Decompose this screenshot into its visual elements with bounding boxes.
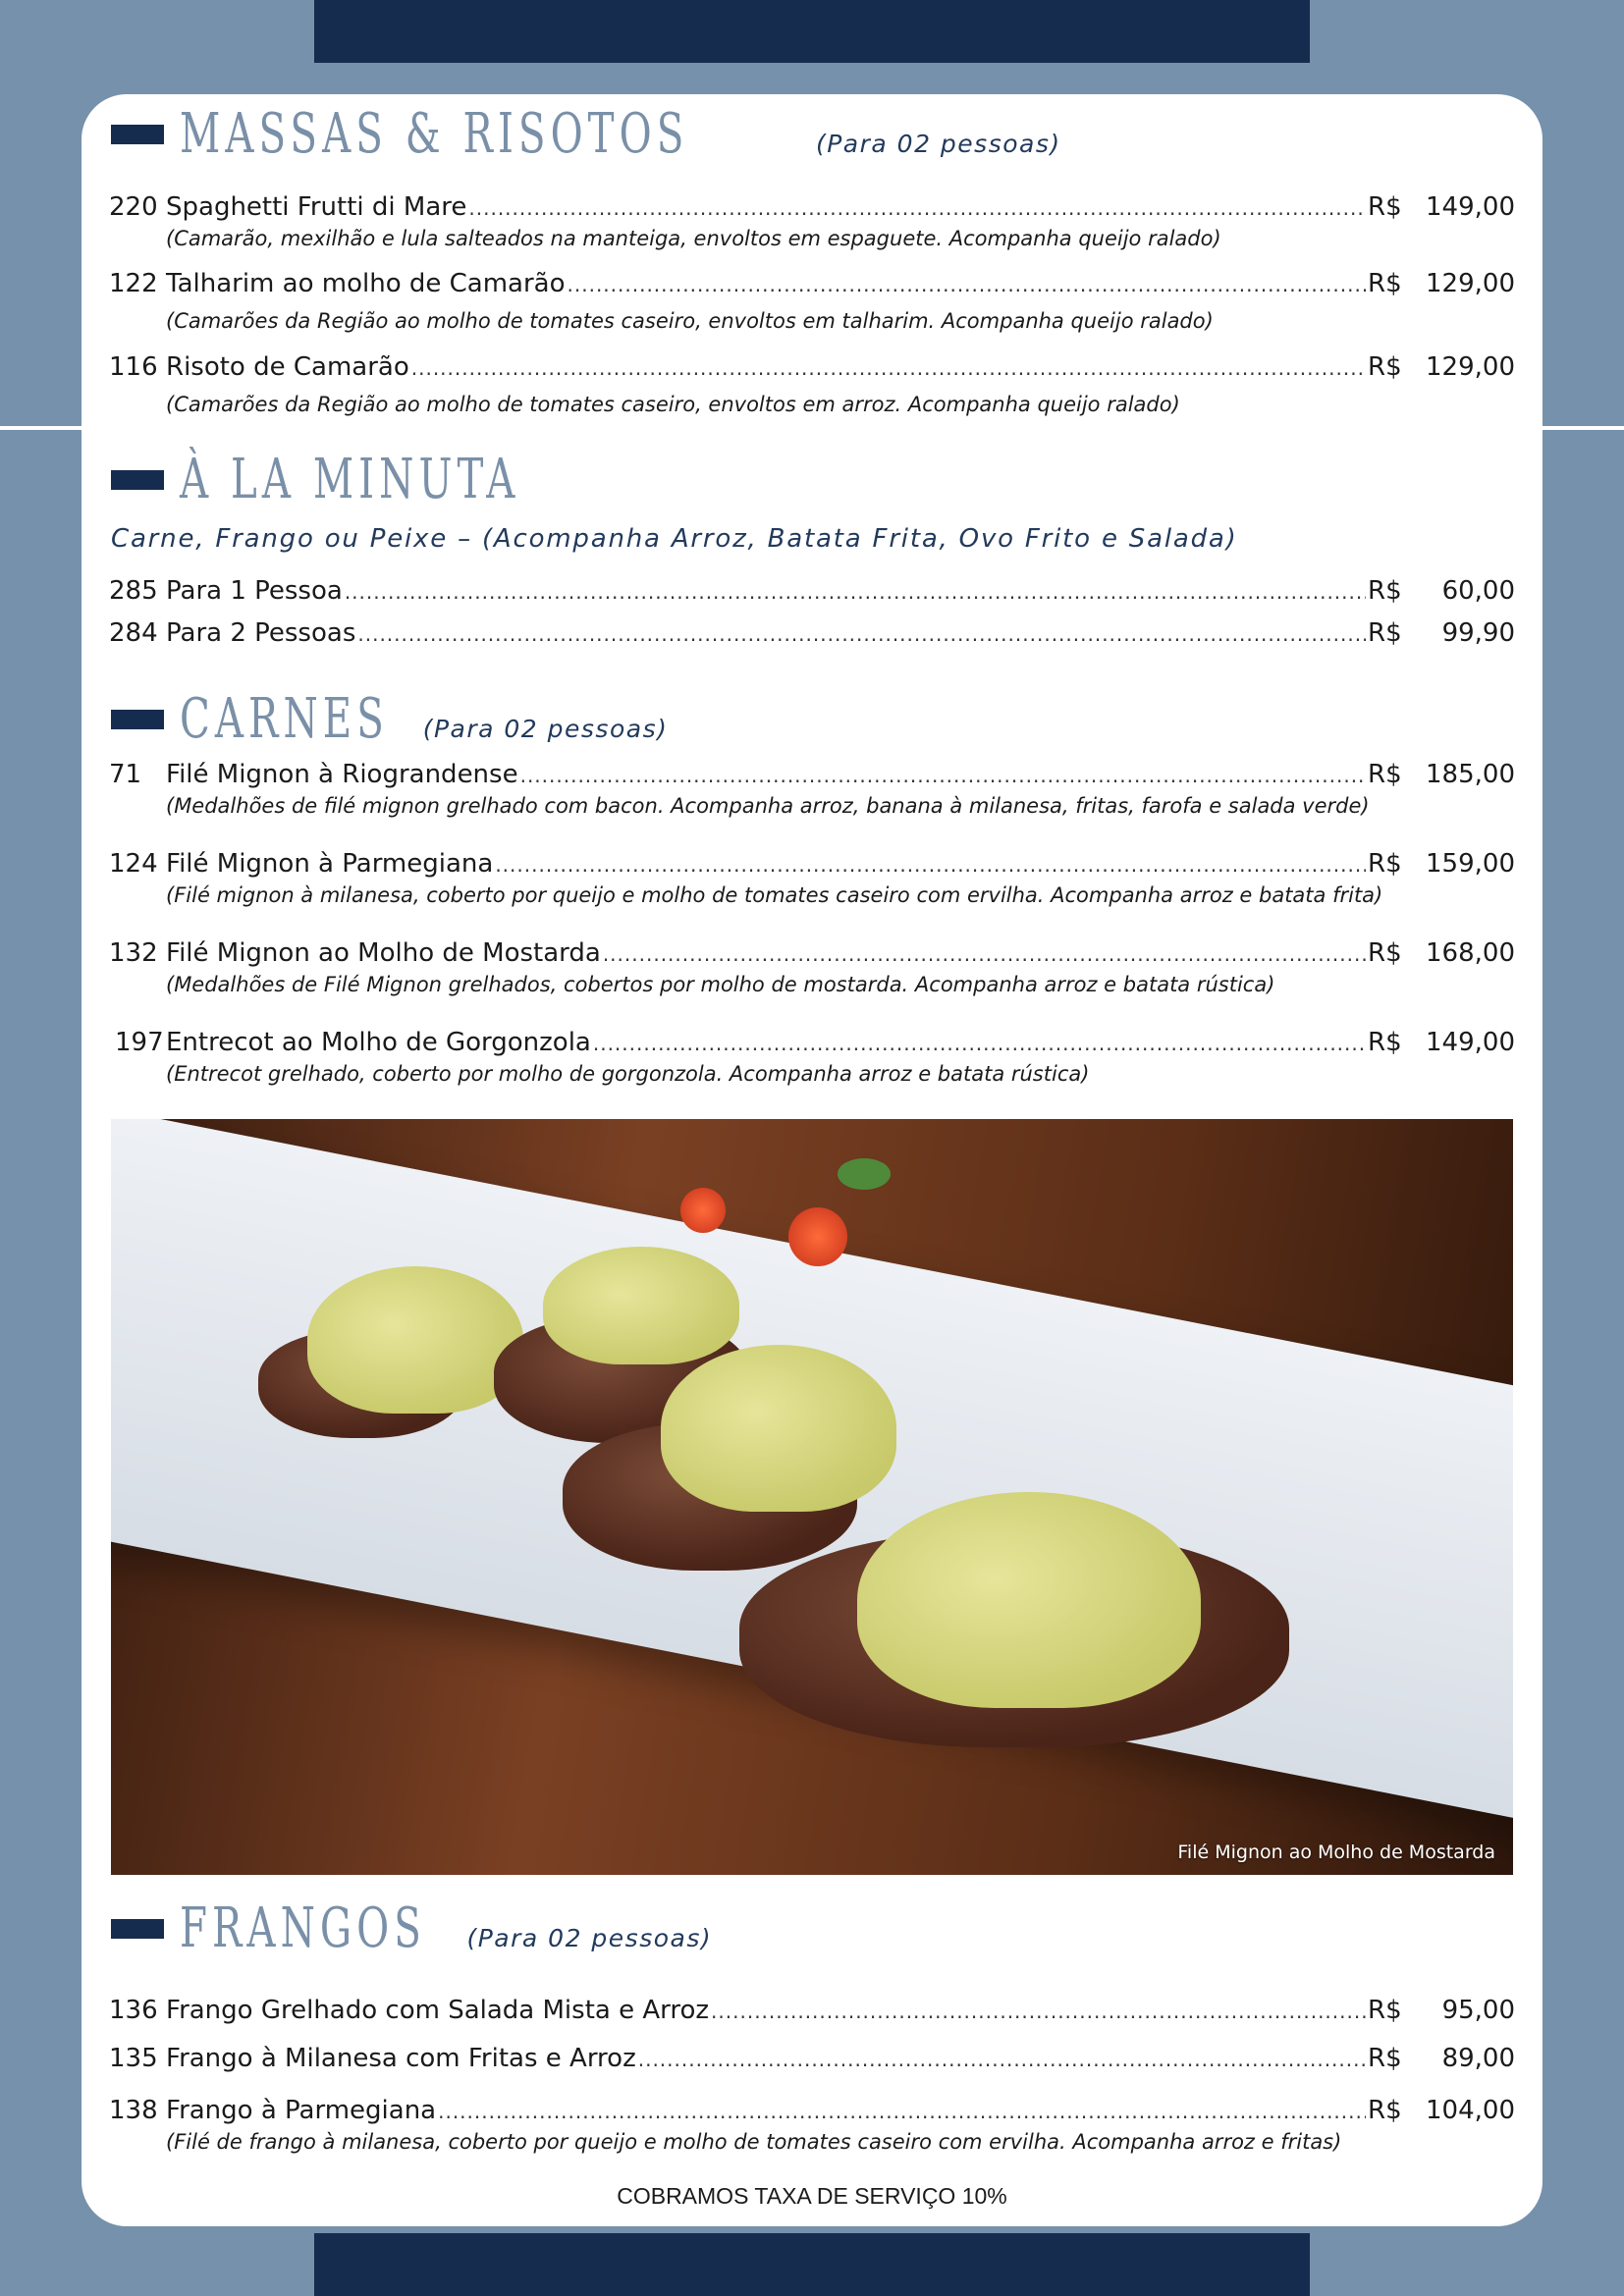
menu-item (109, 190, 1515, 250)
garnish-leaf-icon (838, 1158, 891, 1190)
header-bar-icon (111, 125, 164, 144)
menu-item (109, 2042, 1515, 2076)
dot-leader (520, 759, 1366, 792)
item-name: Filé Mignon à Riograndense (166, 760, 518, 789)
header-bar-icon (111, 1919, 164, 1939)
item-price: R$ 104,00 (1368, 2096, 1515, 2125)
dot-leader (638, 2043, 1366, 2076)
dot-leader (357, 617, 1366, 651)
menu-item (109, 1026, 1515, 1086)
section-title: MASSAS & RISOTOS (180, 102, 689, 166)
item-price: R$ 60,00 (1368, 576, 1515, 606)
item-name: Frango Grelhado com Salada Mista e Arroz (166, 1996, 710, 2025)
tomato-garnish-icon (680, 1188, 726, 1233)
dish-photo (111, 1119, 1513, 1875)
dot-leader (411, 351, 1366, 385)
item-code: 285 (109, 576, 158, 606)
menu-item (109, 2094, 1515, 2154)
dot-leader (468, 191, 1366, 225)
item-price: R$ 185,00 (1368, 760, 1515, 789)
item-description: (Filé mignon à milanesa, coberto por queijo e molho de tomates caseiro com ervilha. Acompanha arroz e batata frita) (166, 883, 1383, 907)
sauce-topping (661, 1345, 896, 1512)
section-title: FRANGOS (180, 1896, 426, 1960)
item-code: 116 (109, 352, 158, 382)
menu-item (109, 267, 1515, 333)
photo-caption: Filé Mignon ao Molho de Mostarda (1177, 1842, 1495, 1863)
top-decorative-band (314, 0, 1310, 63)
menu-card (81, 94, 1543, 2226)
item-code: 138 (109, 2096, 158, 2125)
menu-item (109, 574, 1515, 609)
menu-item (109, 758, 1515, 818)
section-subline: Carne, Frango ou Peixe – (Acompanha Arroz, Batata Frita, Ovo Frito e Salada) (111, 524, 1238, 554)
item-code: 220 (109, 192, 158, 222)
header-bar-icon (111, 710, 164, 729)
item-name: Entrecot ao Molho de Gorgonzola (166, 1028, 591, 1057)
item-code: 197 (115, 1028, 164, 1057)
item-name: Frango à Milanesa com Fritas e Arroz (166, 2044, 636, 2073)
dot-leader (593, 1027, 1366, 1060)
bottom-decorative-band (314, 2233, 1310, 2296)
sauce-topping (307, 1266, 523, 1414)
section-note: (Para 02 pessoas) (422, 715, 669, 743)
item-code: 135 (109, 2044, 158, 2073)
item-name: Talharim ao molho de Camarão (166, 269, 566, 298)
header-bar-icon (111, 470, 164, 490)
dot-leader (603, 937, 1366, 971)
item-code: 132 (109, 938, 158, 968)
menu-item (109, 936, 1515, 996)
tomato-garnish-icon (788, 1207, 847, 1266)
item-name: Spaghetti Frutti di Mare (166, 192, 467, 222)
item-name: Filé Mignon à Parmegiana (166, 849, 494, 879)
item-code: 124 (109, 849, 158, 879)
menu-item (109, 350, 1515, 416)
item-name: Frango à Parmegiana (166, 2096, 437, 2125)
item-code: 284 (109, 618, 158, 648)
dot-leader (711, 1995, 1366, 2028)
item-code: 122 (109, 269, 158, 298)
item-description: (Camarão, mexilhão e lula salteados na manteiga, envoltos em espaguete. Acompanha queijo ralado) (166, 227, 1221, 250)
item-code: 136 (109, 1996, 158, 2025)
item-price: R$ 95,00 (1368, 1996, 1515, 2025)
dot-leader (568, 268, 1366, 301)
item-name: Filé Mignon ao Molho de Mostarda (166, 938, 601, 968)
item-price: R$ 168,00 (1368, 938, 1515, 968)
item-price: R$ 159,00 (1368, 849, 1515, 879)
item-price: R$ 149,00 (1368, 1028, 1515, 1057)
section-header-frangos (111, 1896, 712, 1960)
item-description: (Medalhões de filé mignon grelhado com bacon. Acompanha arroz, banana à milanesa, fritas, farofa e salada verde) (166, 794, 1370, 818)
item-name: Para 2 Pessoas (166, 618, 356, 648)
item-name: Para 1 Pessoa (166, 576, 343, 606)
section-title: À LA MINUTA (180, 448, 520, 511)
menu-item (109, 616, 1515, 651)
sauce-topping (857, 1492, 1201, 1708)
menu-item (109, 1994, 1515, 2028)
item-description: (Entrecot grelhado, coberto por molho de gorgonzola. Acompanha arroz e batata rústica) (166, 1062, 1090, 1086)
left-divider-line (0, 426, 88, 430)
right-divider-line (1536, 426, 1624, 430)
item-code: 71 (109, 760, 142, 789)
item-price: R$ 129,00 (1368, 352, 1515, 382)
sauce-topping (543, 1247, 739, 1364)
dot-leader (438, 2095, 1366, 2128)
section-title: CARNES (180, 687, 389, 751)
dot-leader (345, 575, 1366, 609)
section-note: (Para 02 pessoas) (466, 1924, 713, 1952)
section-header-massas (111, 102, 1061, 166)
dot-leader (495, 848, 1366, 881)
item-description: (Medalhões de Filé Mignon grelhados, cobertos por molho de mostarda. Acompanha arroz e batata rústica) (166, 973, 1275, 996)
section-header-minuta (111, 448, 652, 511)
item-description: (Camarões da Região ao molho de tomates caseiro, envoltos em talharim. Acompanha queijo ralado) (166, 309, 1214, 333)
service-fee-note: COBRAMOS TAXA DE SERVIÇO 10% (617, 2183, 1007, 2209)
menu-item (109, 847, 1515, 907)
section-header-carnes (111, 687, 668, 751)
item-price: R$ 89,00 (1368, 2044, 1515, 2073)
item-description: (Filé de frango à milanesa, coberto por queijo e molho de tomates caseiro com ervilha. Acompanha arroz e fritas) (166, 2130, 1342, 2154)
section-note: (Para 02 pessoas) (815, 130, 1061, 158)
item-price: R$ 129,00 (1368, 269, 1515, 298)
item-name: Risoto de Camarão (166, 352, 409, 382)
item-description: (Camarões da Região ao molho de tomates caseiro, envoltos em arroz. Acompanha queijo ralado) (166, 393, 1180, 416)
item-price: R$ 99,90 (1368, 618, 1515, 648)
item-price: R$ 149,00 (1368, 192, 1515, 222)
